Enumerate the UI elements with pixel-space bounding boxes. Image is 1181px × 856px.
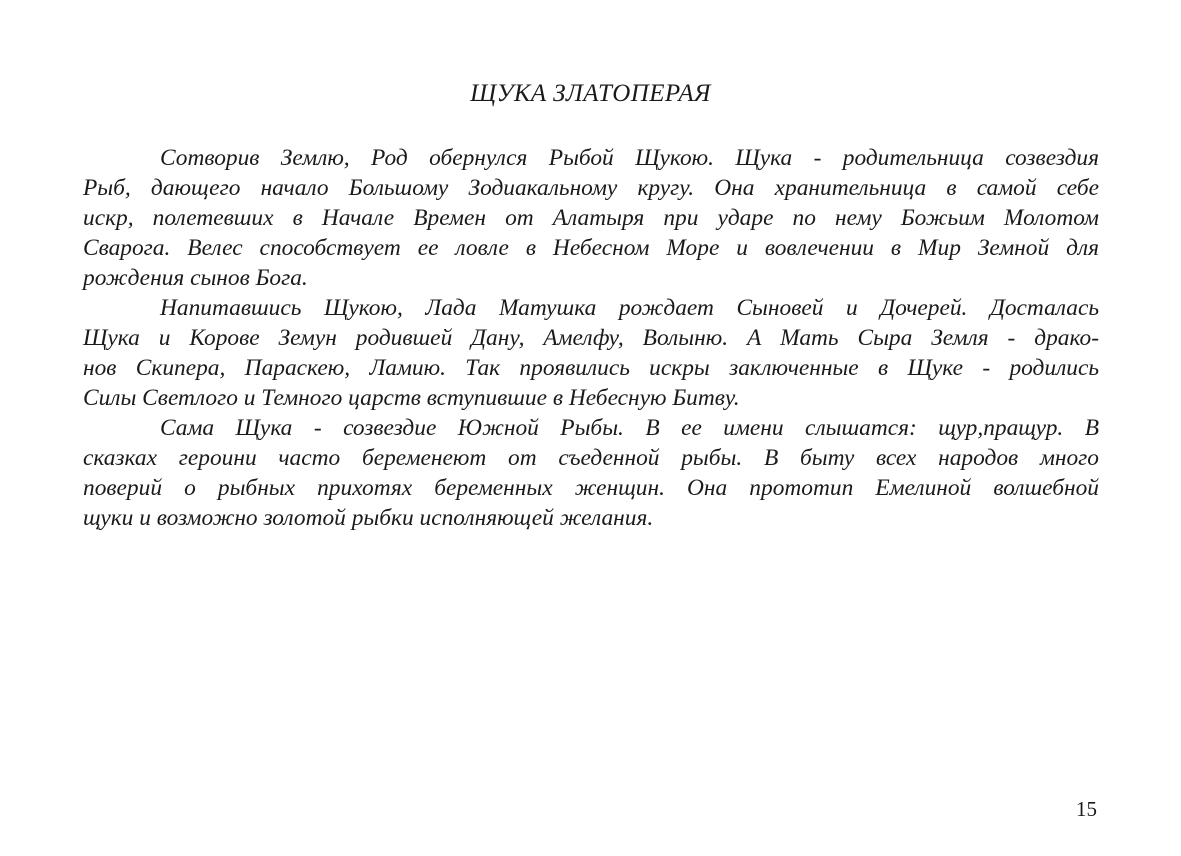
text-line: искр, полетевших в Начале Времен от Алатыря при ударе по нему Божьим Молотом bbox=[83, 205, 1099, 231]
text-line: Рыб, дающего начало Большому Зодиакальному кругу. Она хранительница в самой себе bbox=[83, 175, 1099, 201]
text-line: щуки и возможно золотой рыбки исполняющей желания. bbox=[83, 505, 654, 531]
body-text bbox=[83, 143, 1099, 533]
text-line: Сотворив Землю, Род обернулся Рыбой Щукою. Щука - родительница созвездия bbox=[160, 145, 1099, 171]
page-title: ЩУКА ЗЛАТОПЕРАЯ bbox=[470, 80, 711, 107]
paragraph-1 bbox=[83, 143, 1099, 293]
paragraph-2 bbox=[83, 293, 1099, 413]
text-line: Силы Светлого и Темного царств вступившие в Небесную Битву. bbox=[83, 385, 740, 411]
text-line: Сама Щука - созвездие Южной Рыбы. В ее имени слышатся: щур,пращур. В bbox=[160, 415, 1099, 441]
text-line: Сварога. Велес способствует ее ловле в Небесном Море и вовлечении в Мир Земной для bbox=[83, 235, 1099, 261]
paragraph-3 bbox=[83, 413, 1099, 533]
text-line: Щука и Корове Земун родившей Дану, Амелфу, Волыню. А Мать Сыра Земля - драко- bbox=[83, 325, 1099, 351]
text-line: поверий о рыбных прихотях беременных женщин. Она прототип Емелиной волшебной bbox=[83, 475, 1099, 501]
text-line: Напитавшись Щукою, Лада Матушка рождает Сыновей и Дочерей. Досталась bbox=[160, 295, 1099, 321]
page-number: 15 bbox=[1076, 797, 1097, 821]
text-line: нов Скипера, Параскею, Ламию. Так проявились искры заключенные в Щуке - родились bbox=[83, 355, 1099, 381]
text-line: сказках героини часто беременеют от съеденной рыбы. В быту всех народов много bbox=[83, 445, 1099, 471]
text-line: рождения сынов Бога. bbox=[83, 265, 308, 291]
